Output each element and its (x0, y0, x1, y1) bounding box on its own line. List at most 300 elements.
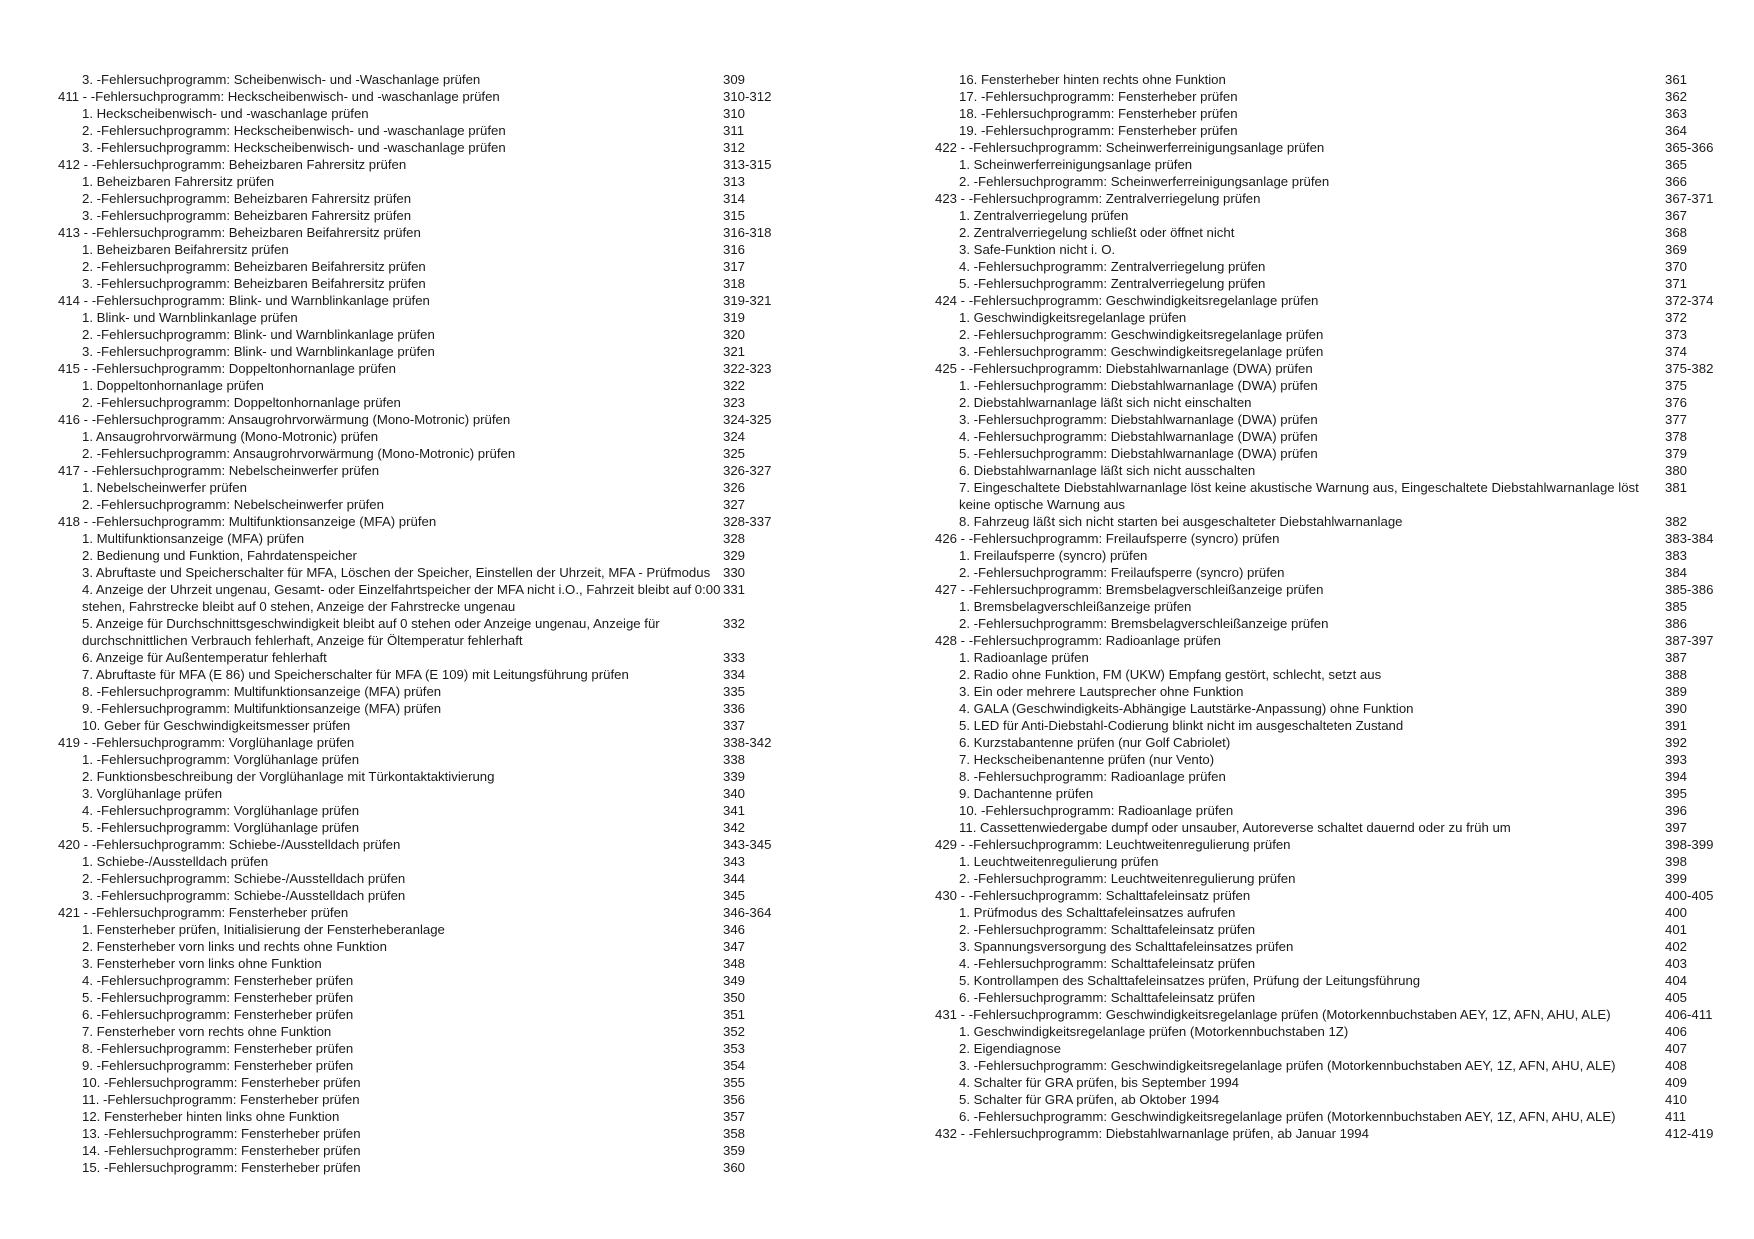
toc-subentry[interactable] (58, 1023, 838, 1040)
toc-subentry[interactable] (58, 122, 838, 139)
toc-entry-title: 3. Safe-Funktion nicht i. O. (959, 242, 1116, 257)
toc-subentry[interactable] (58, 479, 838, 496)
toc-subentry[interactable] (58, 139, 838, 156)
toc-entry-page: 353 (723, 1041, 746, 1056)
toc-entry-page: 325 (723, 446, 746, 461)
toc-entry-page: 331 (723, 582, 746, 597)
toc-entry-title: 2. -Fehlersuchprogramm: Beheizbaren Fahrersitz prüfen (82, 191, 412, 206)
toc-entry-title: 7. Eingeschaltete Diebstahlwarnanlage löst keine akustische Warnung aus, Eingeschaltete Diebstahlwarnanlage löst keine optische Warnung aus (959, 480, 1639, 512)
toc-entry-title: 5. Anzeige für Durchschnittsgeschwindigkeit bleibt auf 0 stehen oder Anzeige ungenau, Anzeige für durchschnittlichen Verbrauch fehlerhaft, Anzeige für Öltemperatur fehlerhaft (82, 616, 660, 648)
toc-subentry[interactable] (935, 955, 1715, 972)
toc-entry-title: 4. GALA (Geschwindigkeits-Abhängige Lautstärke-Anpassung) ohne Funktion (959, 701, 1414, 716)
toc-entry-page: 316 (723, 242, 746, 257)
toc-entry-title: 3. -Fehlersuchprogramm: Beheizbaren Beifahrersitz prüfen (82, 276, 426, 291)
toc-subentry[interactable] (935, 989, 1715, 1006)
toc-entry-title: 10. -Fehlersuchprogramm: Radioanlage prüfen (959, 803, 1234, 818)
toc-entry-title: 415 - -Fehlersuchprogramm: Doppeltonhornanlage prüfen (58, 361, 396, 376)
toc-entry-page: 398-399 (1665, 837, 1714, 852)
toc-entry-title: 428 - -Fehlersuchprogramm: Radioanlage prüfen (935, 633, 1221, 648)
toc-entry-page: 334 (723, 667, 746, 682)
toc-entry-title: 419 - -Fehlersuchprogramm: Vorglühanlage prüfen (58, 735, 355, 750)
toc-entry-title: 424 - -Fehlersuchprogramm: Geschwindigkeitsregelanlage prüfen (935, 293, 1319, 308)
toc-subentry[interactable] (935, 224, 1715, 241)
toc-entry-title: 422 - -Fehlersuchprogramm: Scheinwerferreinigungsanlage prüfen (935, 140, 1325, 155)
toc-section-entry[interactable] (58, 292, 838, 309)
toc-entry-title: 5. -Fehlersuchprogramm: Diebstahlwarnanlage (DWA) prüfen (959, 446, 1318, 461)
toc-entry-page: 363 (1665, 106, 1688, 121)
toc-entry-page: 349 (723, 973, 746, 988)
toc-entry-title: 1. Geschwindigkeitsregelanlage prüfen (959, 310, 1187, 325)
toc-subentry[interactable] (935, 207, 1715, 224)
toc-entry-title: 2. Funktionsbeschreibung der Vorglühanlage mit Türkontaktaktivierung (82, 769, 495, 784)
toc-entry-page: 373 (1665, 327, 1688, 342)
toc-section-entry[interactable] (58, 360, 838, 377)
toc-entry-title: 1. Prüfmodus des Schalttafeleinsatzes aufrufen (959, 905, 1236, 920)
toc-entry-title: 1. Heckscheibenwisch- und -waschanlage prüfen (82, 106, 369, 121)
toc-entry-title: 2. -Fehlersuchprogramm: Freilaufsperre (syncro) prüfen (959, 565, 1285, 580)
toc-subentry[interactable] (58, 71, 838, 88)
toc-entry-title: 9. Dachantenne prüfen (959, 786, 1094, 801)
toc-entry-page: 382 (1665, 514, 1688, 529)
toc-subentry[interactable] (935, 785, 1715, 802)
toc-entry-page: 321 (723, 344, 746, 359)
toc-entry-page: 408 (1665, 1058, 1688, 1073)
toc-subentry[interactable] (935, 326, 1715, 343)
toc-section-entry[interactable] (58, 904, 838, 921)
toc-entry-title: 1. Beheizbaren Beifahrersitz prüfen (82, 242, 289, 257)
toc-entry-page: 374 (1665, 344, 1688, 359)
toc-subentry[interactable] (58, 649, 838, 666)
toc-subentry[interactable] (58, 1057, 838, 1074)
toc-subentry[interactable] (935, 751, 1715, 768)
toc-entry-page: 406 (1665, 1024, 1688, 1039)
toc-entry-title: 4. Schalter für GRA prüfen, bis September 1994 (959, 1075, 1240, 1090)
toc-entry-page: 311 (723, 123, 745, 138)
toc-entry-page: 381 (1665, 480, 1688, 495)
toc-subentry[interactable] (935, 479, 1715, 513)
toc-subentry[interactable] (935, 1023, 1715, 1040)
toc-subentry[interactable] (58, 768, 838, 785)
toc-entry-title: 5. -Fehlersuchprogramm: Zentralverriegelung prüfen (959, 276, 1266, 291)
toc-entry-page: 397 (1665, 820, 1688, 835)
toc-subentry[interactable] (935, 819, 1715, 836)
toc-entry-page: 337 (723, 718, 746, 733)
toc-subentry[interactable] (935, 394, 1715, 411)
toc-entry-page: 377 (1665, 412, 1688, 427)
toc-entry-page: 360 (723, 1160, 746, 1175)
toc-entry-title: 10. Geber für Geschwindigkeitsmesser prüfen (82, 718, 351, 733)
toc-entry-title: 416 - -Fehlersuchprogramm: Ansaugrohrvorwärmung (Mono-Motronic) prüfen (58, 412, 511, 427)
toc-entry-title: 1. Bremsbelagverschleißanzeige prüfen (959, 599, 1192, 614)
toc-entry-page: 313 (723, 174, 746, 189)
toc-subentry[interactable] (935, 972, 1715, 989)
toc-entry-page: 346-364 (723, 905, 772, 920)
toc-entry-title: 1. Scheinwerferreinigungsanlage prüfen (959, 157, 1193, 172)
toc-entry-page: 322-323 (723, 361, 772, 376)
toc-subentry[interactable] (58, 343, 838, 360)
toc-entry-page: 379 (1665, 446, 1688, 461)
toc-subentry[interactable] (935, 1057, 1715, 1074)
toc-entry-page: 396 (1665, 803, 1688, 818)
toc-subentry[interactable] (935, 921, 1715, 938)
toc-entry-page: 340 (723, 786, 746, 801)
toc-subentry[interactable] (58, 853, 838, 870)
toc-entry-title: 1. Leuchtweitenregulierung prüfen (959, 854, 1159, 869)
toc-entry-title: 427 - -Fehlersuchprogramm: Bremsbelagverschleißanzeige prüfen (935, 582, 1324, 597)
toc-entry-title: 3. -Fehlersuchprogramm: Scheibenwisch- und -Waschanlage prüfen (82, 72, 481, 87)
toc-entry-page: 359 (723, 1143, 746, 1158)
toc-entry-title: 3. -Fehlersuchprogramm: Beheizbaren Fahrersitz prüfen (82, 208, 412, 223)
toc-entry-page: 326-327 (723, 463, 772, 478)
toc-subentry[interactable] (935, 768, 1715, 785)
toc-section-entry[interactable] (58, 836, 838, 853)
toc-entry-title: 2. -Fehlersuchprogramm: Blink- und Warnblinkanlage prüfen (82, 327, 435, 342)
toc-section-entry[interactable] (935, 292, 1715, 309)
toc-subentry[interactable] (935, 649, 1715, 666)
toc-entry-title: 9. -Fehlersuchprogramm: Multifunktionsanzeige (MFA) prüfen (82, 701, 442, 716)
toc-entry-title: 418 - -Fehlersuchprogramm: Multifunktionsanzeige (MFA) prüfen (58, 514, 437, 529)
toc-section-entry[interactable] (935, 139, 1715, 156)
toc-section-entry[interactable] (58, 411, 838, 428)
toc-entry-title: 4. -Fehlersuchprogramm: Schalttafeleinsatz prüfen (959, 956, 1256, 971)
toc-entry-page: 387-397 (1665, 633, 1714, 648)
toc-entry-page: 386 (1665, 616, 1688, 631)
toc-entry-title: 12. Fensterheber hinten links ohne Funktion (82, 1109, 340, 1124)
toc-subentry[interactable] (58, 972, 838, 989)
toc-subentry[interactable] (58, 105, 838, 122)
toc-subentry[interactable] (935, 1091, 1715, 1108)
toc-entry-title: 2. -Fehlersuchprogramm: Heckscheibenwisch- und -waschanlage prüfen (82, 123, 506, 138)
toc-entry-title: 5. -Fehlersuchprogramm: Fensterheber prüfen (82, 990, 354, 1005)
toc-entry-page: 316-318 (723, 225, 772, 240)
toc-entry-title: 1. Doppeltonhornanlage prüfen (82, 378, 264, 393)
toc-entry-title: 8. -Fehlersuchprogramm: Radioanlage prüfen (959, 769, 1226, 784)
toc-entry-title: 5. Schalter für GRA prüfen, ab Oktober 1994 (959, 1092, 1220, 1107)
toc-section-entry[interactable] (58, 462, 838, 479)
toc-entry-title: 1. Radioanlage prüfen (959, 650, 1089, 665)
toc-entry-page: 347 (723, 939, 746, 954)
toc-entry-title: 4. -Fehlersuchprogramm: Vorglühanlage prüfen (82, 803, 360, 818)
toc-entry-page: 338 (723, 752, 746, 767)
toc-subentry[interactable] (58, 785, 838, 802)
toc-subentry[interactable] (935, 938, 1715, 955)
toc-entry-title: 11. -Fehlersuchprogramm: Fensterheber prüfen (82, 1092, 360, 1107)
toc-entry-title: 10. -Fehlersuchprogramm: Fensterheber prüfen (82, 1075, 361, 1090)
toc-subentry[interactable] (935, 156, 1715, 173)
toc-entry-page: 310 (723, 106, 746, 121)
toc-entry-page: 370 (1665, 259, 1688, 274)
toc-entry-page: 405 (1665, 990, 1688, 1005)
toc-subentry[interactable] (935, 88, 1715, 105)
toc-entry-page: 362 (1665, 89, 1688, 104)
toc-entry-page: 398 (1665, 854, 1688, 869)
toc-entry-title: 429 - -Fehlersuchprogramm: Leuchtweitenregulierung prüfen (935, 837, 1291, 852)
toc-entry-page: 329 (723, 548, 746, 563)
toc-subentry[interactable] (935, 717, 1715, 734)
toc-entry-title: 3. -Fehlersuchprogramm: Geschwindigkeitsregelanlage prüfen (Motorkennbuchstaben AEY, 1Z, AFN, AHU, ALE) (959, 1058, 1616, 1073)
toc-subentry[interactable] (58, 428, 838, 445)
toc-entry-page: 346 (723, 922, 746, 937)
toc-entry-page: 375 (1665, 378, 1688, 393)
toc-entry-title: 4. -Fehlersuchprogramm: Diebstahlwarnanlage (DWA) prüfen (959, 429, 1318, 444)
toc-section-entry[interactable] (935, 887, 1715, 904)
toc-section-entry[interactable] (935, 1125, 1715, 1142)
toc-subentry[interactable] (935, 275, 1715, 292)
toc-entry-title: 6. Kurzstabantenne prüfen (nur Golf Cabriolet) (959, 735, 1231, 750)
toc-subentry[interactable] (58, 683, 838, 700)
toc-entry-title: 5. Kontrollampen des Schalttafeleinsatzes prüfen, Prüfung der Leitungsführung (959, 973, 1421, 988)
toc-subentry[interactable] (935, 173, 1715, 190)
toc-subentry[interactable] (935, 700, 1715, 717)
toc-entry-title: 14. -Fehlersuchprogramm: Fensterheber prüfen (82, 1143, 361, 1158)
toc-entry-page: 403 (1665, 956, 1688, 971)
toc-subentry[interactable] (58, 1125, 838, 1142)
toc-entry-page: 410 (1665, 1092, 1688, 1107)
toc-entry-page: 384 (1665, 565, 1688, 580)
toc-entry-title: 8. -Fehlersuchprogramm: Multifunktionsanzeige (MFA) prüfen (82, 684, 442, 699)
toc-section-entry[interactable] (58, 88, 838, 105)
toc-entry-page: 361 (1665, 72, 1688, 87)
toc-entry-title: 3. -Fehlersuchprogramm: Schiebe-/Ausstelldach prüfen (82, 888, 406, 903)
toc-entry-title: 6. Anzeige für Außentemperatur fehlerhaft (82, 650, 327, 665)
toc-subentry[interactable] (935, 615, 1715, 632)
toc-entry-title: 1. -Fehlersuchprogramm: Vorglühanlage prüfen (82, 752, 360, 767)
toc-entry-title: 2. -Fehlersuchprogramm: Schiebe-/Ausstelldach prüfen (82, 871, 406, 886)
toc-section-entry[interactable] (935, 360, 1715, 377)
toc-subentry[interactable] (58, 190, 838, 207)
toc-entry-page: 320 (723, 327, 746, 342)
toc-subentry[interactable] (935, 428, 1715, 445)
toc-entry-title: 2. -Fehlersuchprogramm: Nebelscheinwerfer prüfen (82, 497, 384, 512)
toc-entry-title: 3. Spannungsversorgung des Schalttafeleinsatzes prüfen (959, 939, 1294, 954)
toc-entry-page: 322 (723, 378, 746, 393)
toc-entry-page: 389 (1665, 684, 1688, 699)
toc-entry-page: 318 (723, 276, 746, 291)
toc-entry-page: 350 (723, 990, 746, 1005)
toc-entry-page: 383 (1665, 548, 1688, 563)
toc-subentry[interactable] (935, 411, 1715, 428)
toc-subentry[interactable] (935, 513, 1715, 530)
toc-entry-page: 407 (1665, 1041, 1688, 1056)
toc-entry-page: 387 (1665, 650, 1688, 665)
toc-entry-title: 412 - -Fehlersuchprogramm: Beheizbaren Fahrersitz prüfen (58, 157, 407, 172)
toc-subentry[interactable] (935, 377, 1715, 394)
toc-subentry[interactable] (935, 853, 1715, 870)
toc-entry-title: 1. Zentralverriegelung prüfen (959, 208, 1129, 223)
toc-section-entry[interactable] (935, 836, 1715, 853)
toc-entry-page: 388 (1665, 667, 1688, 682)
toc-subentry[interactable] (935, 445, 1715, 462)
toc-subentry[interactable] (58, 530, 838, 547)
toc-entry-page: 368 (1665, 225, 1688, 240)
toc-entry-title: 3. Vorglühanlage prüfen (82, 786, 223, 801)
toc-entry-title: 3. -Fehlersuchprogramm: Diebstahlwarnanlage (DWA) prüfen (959, 412, 1318, 427)
toc-entry-page: 393 (1665, 752, 1688, 767)
toc-section-entry[interactable] (935, 632, 1715, 649)
toc-subentry[interactable] (58, 938, 838, 955)
toc-entry-title: 2. -Fehlersuchprogramm: Geschwindigkeitsregelanlage prüfen (959, 327, 1324, 342)
toc-section-entry[interactable] (935, 1006, 1715, 1023)
toc-entry-page: 390 (1665, 701, 1688, 716)
toc-subentry[interactable] (58, 1006, 838, 1023)
toc-entry-page: 344 (723, 871, 746, 886)
toc-subentry[interactable] (935, 343, 1715, 360)
toc-entry-title: 1. Geschwindigkeitsregelanlage prüfen (Motorkennbuchstaben 1Z) (959, 1024, 1349, 1039)
toc-entry-title: 417 - -Fehlersuchprogramm: Nebelscheinwerfer prüfen (58, 463, 380, 478)
toc-subentry[interactable] (935, 547, 1715, 564)
toc-entry-title: 3. -Fehlersuchprogramm: Heckscheibenwisch- und -waschanlage prüfen (82, 140, 506, 155)
toc-subentry[interactable] (935, 802, 1715, 819)
toc-subentry[interactable] (935, 683, 1715, 700)
toc-entry-page: 376 (1665, 395, 1688, 410)
toc-subentry[interactable] (58, 1040, 838, 1057)
toc-subentry[interactable] (935, 666, 1715, 683)
toc-subentry[interactable] (58, 921, 838, 938)
toc-subentry[interactable] (58, 1159, 838, 1176)
toc-subentry[interactable] (58, 1108, 838, 1125)
toc-subentry[interactable] (58, 1142, 838, 1159)
toc-entry-page: 365 (1665, 157, 1688, 172)
toc-entry-page: 404 (1665, 973, 1688, 988)
toc-entry-title: 1. Nebelscheinwerfer prüfen (82, 480, 247, 495)
toc-entry-title: 2. Zentralverriegelung schließt oder öffnet nicht (959, 225, 1235, 240)
toc-subentry[interactable] (58, 496, 838, 513)
toc-subentry[interactable] (935, 105, 1715, 122)
toc-entry-title: 3. -Fehlersuchprogramm: Geschwindigkeitsregelanlage prüfen (959, 344, 1324, 359)
toc-subentry[interactable] (58, 394, 838, 411)
toc-entry-page: 323 (723, 395, 746, 410)
toc-entry-page: 367 (1665, 208, 1688, 223)
toc-subentry[interactable] (58, 870, 838, 887)
toc-subentry[interactable] (935, 734, 1715, 751)
toc-entry-page: 312 (723, 140, 746, 155)
toc-subentry[interactable] (935, 462, 1715, 479)
toc-entry-title: 3. Ein oder mehrere Lautsprecher ohne Funktion (959, 684, 1244, 699)
toc-entry-page: 351 (723, 1007, 746, 1022)
toc-section-entry[interactable] (58, 224, 838, 241)
toc-entry-page: 343-345 (723, 837, 772, 852)
toc-entry-title: 423 - -Fehlersuchprogramm: Zentralverriegelung prüfen (935, 191, 1261, 206)
toc-subentry[interactable] (935, 1040, 1715, 1057)
toc-subentry[interactable] (58, 377, 838, 394)
toc-subentry[interactable] (58, 666, 838, 683)
toc-entry-title: 431 - -Fehlersuchprogramm: Geschwindigkeitsregelanlage prüfen (Motorkennbuchstaben AEY, 1Z, AFN, AHU, ALE) (935, 1007, 1611, 1022)
toc-entry-title: 2. Eigendiagnose (959, 1041, 1061, 1056)
toc-subentry[interactable] (935, 598, 1715, 615)
toc-entry-title: 1. Freilaufsperre (syncro) prüfen (959, 548, 1148, 563)
toc-entry-title: 6. -Fehlersuchprogramm: Geschwindigkeitsregelanlage prüfen (Motorkennbuchstaben AEY, 1Z, AFN, AHU, ALE) (959, 1109, 1616, 1124)
toc-entry-page: 343 (723, 854, 746, 869)
toc-subentry[interactable] (935, 564, 1715, 581)
toc-section-entry[interactable] (58, 734, 838, 751)
toc-subentry[interactable] (58, 819, 838, 836)
toc-entry-title: 411 - -Fehlersuchprogramm: Heckscheibenwisch- und -waschanlage prüfen (58, 89, 500, 104)
toc-subentry[interactable] (935, 241, 1715, 258)
toc-entry-page: 392 (1665, 735, 1688, 750)
toc-entry-title: 5. -Fehlersuchprogramm: Vorglühanlage prüfen (82, 820, 360, 835)
toc-section-entry[interactable] (935, 190, 1715, 207)
toc-entry-title: 7. Heckscheibenantenne prüfen (nur Vento) (959, 752, 1215, 767)
toc-entry-title: 3. Abruftaste und Speicherschalter für MFA, Löschen der Speicher, Einstellen der Uhrzeit, MFA - Prüfmodus (82, 565, 711, 580)
toc-entry-title: 6. Diebstahlwarnanlage läßt sich nicht ausschalten (959, 463, 1256, 478)
toc-subentry[interactable] (58, 581, 838, 615)
toc-section-entry[interactable] (58, 513, 838, 530)
toc-section-entry[interactable] (935, 530, 1715, 547)
toc-subentry[interactable] (935, 904, 1715, 921)
toc-section-entry[interactable] (935, 581, 1715, 598)
toc-entry-title: 2. -Fehlersuchprogramm: Schalttafeleinsatz prüfen (959, 922, 1256, 937)
toc-entry-page: 335 (723, 684, 746, 699)
toc-entry-title: 1. Schiebe-/Ausstelldach prüfen (82, 854, 269, 869)
toc-entry-title: 4. -Fehlersuchprogramm: Zentralverriegelung prüfen (959, 259, 1266, 274)
toc-subentry[interactable] (58, 309, 838, 326)
toc-subentry[interactable] (58, 700, 838, 717)
toc-subentry[interactable] (58, 615, 838, 649)
toc-subentry[interactable] (935, 258, 1715, 275)
toc-entry-page: 339 (723, 769, 746, 784)
toc-entry-title: 17. -Fehlersuchprogramm: Fensterheber prüfen (959, 89, 1238, 104)
toc-entry-page: 394 (1665, 769, 1688, 784)
toc-entry-title: 2. -Fehlersuchprogramm: Doppeltonhornanlage prüfen (82, 395, 401, 410)
toc-subentry[interactable] (935, 870, 1715, 887)
toc-entry-page: 380 (1665, 463, 1688, 478)
toc-subentry[interactable] (58, 258, 838, 275)
toc-subentry[interactable] (58, 241, 838, 258)
toc-entry-title: 413 - -Fehlersuchprogramm: Beheizbaren Beifahrersitz prüfen (58, 225, 421, 240)
toc-entry-title: 420 - -Fehlersuchprogramm: Schiebe-/Ausstelldach prüfen (58, 837, 401, 852)
toc-entry-page: 369 (1665, 242, 1688, 257)
toc-subentry[interactable] (935, 1074, 1715, 1091)
toc-entry-page: 324-325 (723, 412, 772, 427)
toc-entry-page: 356 (723, 1092, 746, 1107)
toc-subentry[interactable] (58, 1091, 838, 1108)
toc-entry-title: 3. -Fehlersuchprogramm: Blink- und Warnblinkanlage prüfen (82, 344, 435, 359)
toc-subentry[interactable] (58, 751, 838, 768)
toc-subentry[interactable] (935, 309, 1715, 326)
toc-entry-title: 1. Blink- und Warnblinkanlage prüfen (82, 310, 298, 325)
toc-subentry[interactable] (58, 955, 838, 972)
toc-entry-page: 401 (1665, 922, 1688, 937)
toc-entry-page: 328-337 (723, 514, 772, 529)
toc-subentry[interactable] (58, 207, 838, 224)
toc-entry-page: 314 (723, 191, 746, 206)
toc-entry-title: 5. LED für Anti-Diebstahl-Codierung blinkt nicht im ausgeschalteten Zustand (959, 718, 1404, 733)
toc-subentry[interactable] (58, 1074, 838, 1091)
toc-entry-title: 7. Abruftaste für MFA (E 86) und Speicherschalter für MFA (E 109) mit Leitungsführung prüfen (82, 667, 629, 682)
toc-entry-page: 327 (723, 497, 746, 512)
toc-subentry[interactable] (58, 445, 838, 462)
toc-subentry[interactable] (935, 122, 1715, 139)
toc-subentry[interactable] (58, 275, 838, 292)
toc-entry-page: 399 (1665, 871, 1688, 886)
toc-entry-title: 414 - -Fehlersuchprogramm: Blink- und Warnblinkanlage prüfen (58, 293, 430, 308)
toc-subentry[interactable] (58, 173, 838, 190)
toc-entry-title: 2. -Fehlersuchprogramm: Bremsbelagverschleißanzeige prüfen (959, 616, 1329, 631)
toc-subentry[interactable] (935, 71, 1715, 88)
toc-section-entry[interactable] (58, 156, 838, 173)
toc-subentry[interactable] (58, 564, 838, 581)
toc-subentry[interactable] (58, 717, 838, 734)
toc-subentry[interactable] (58, 802, 838, 819)
toc-entry-page: 328 (723, 531, 746, 546)
toc-entry-title: 8. Fahrzeug läßt sich nicht starten bei ausgeschalteter Diebstahlwarnanlage (959, 514, 1403, 529)
toc-subentry[interactable] (58, 326, 838, 343)
toc-subentry[interactable] (58, 887, 838, 904)
toc-entry-title: 432 - -Fehlersuchprogramm: Diebstahlwarnanlage prüfen, ab Januar 1994 (935, 1126, 1369, 1141)
toc-subentry[interactable] (935, 1108, 1715, 1125)
toc-subentry[interactable] (58, 547, 838, 564)
toc-subentry[interactable] (58, 989, 838, 1006)
